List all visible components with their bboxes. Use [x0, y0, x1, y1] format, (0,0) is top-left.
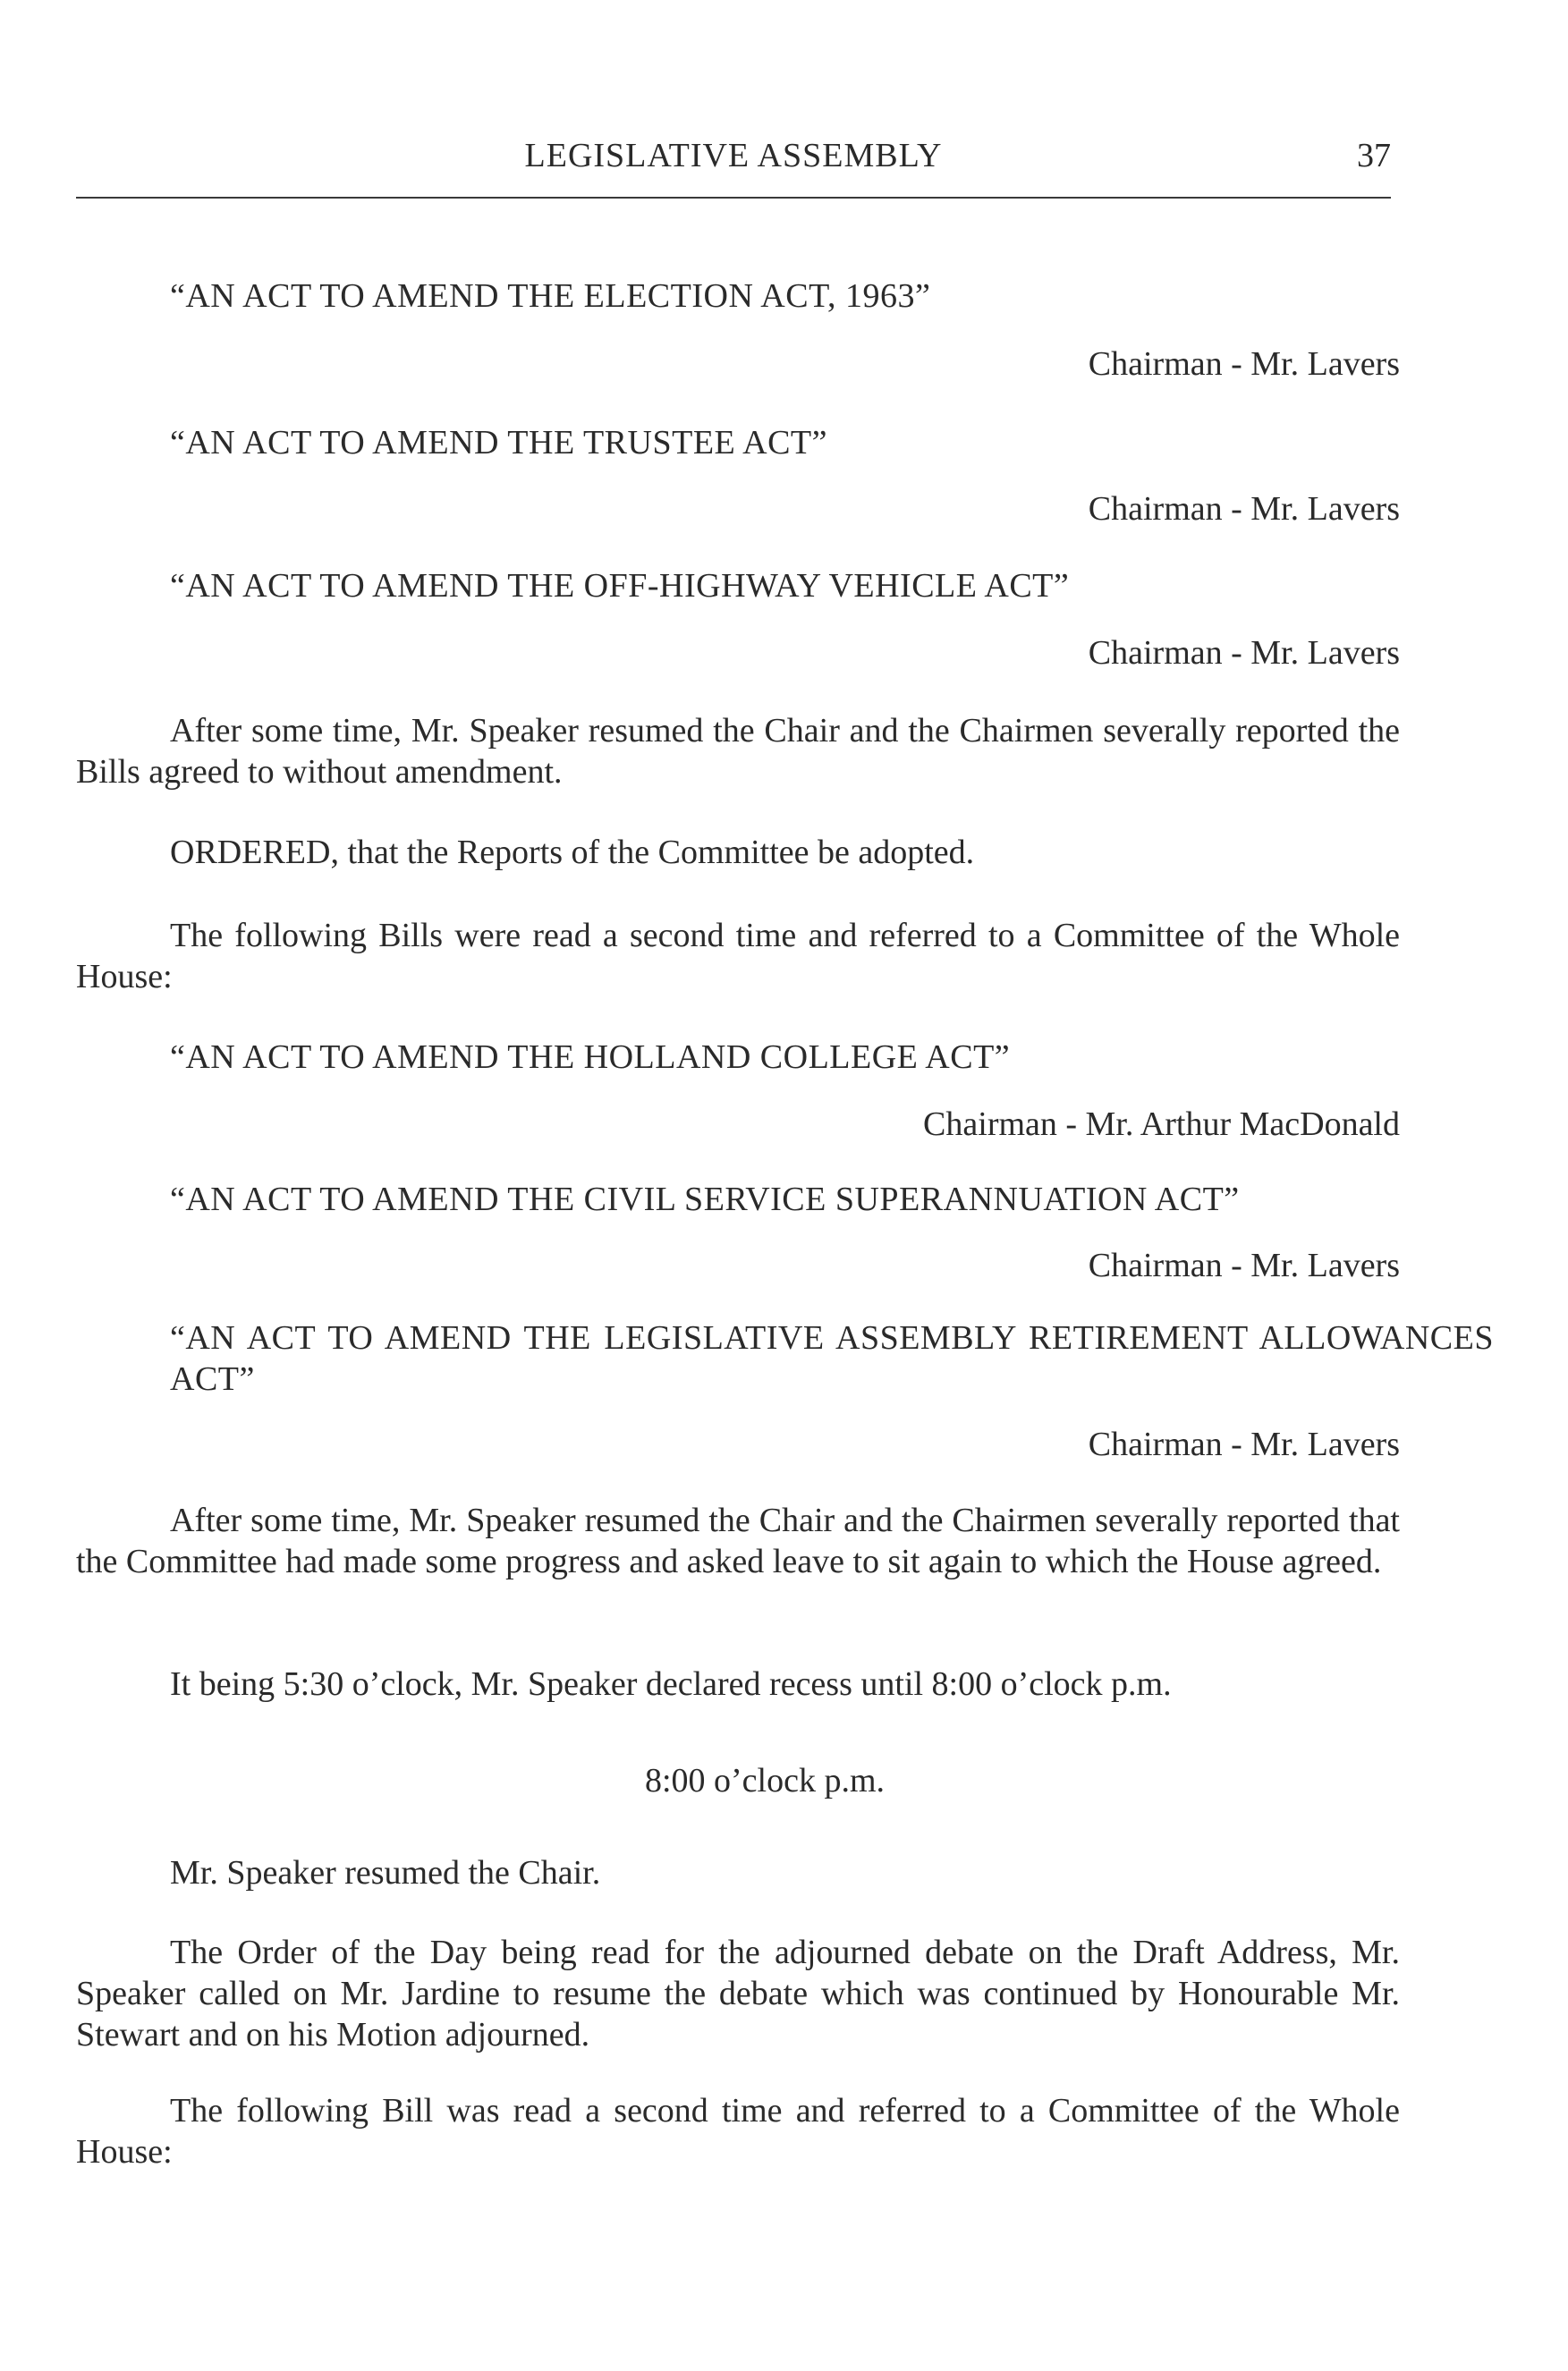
- header-divider: [76, 197, 1391, 199]
- bill-title-legislative-assembly-retirement-act: “AN ACT TO AMEND THE LEGISLATIVE ASSEMBLY RETIREMENT ALLOWANCES ACT”: [170, 1319, 1494, 1398]
- paragraph-report-without-amendment: After some time, Mr. Speaker resumed the Chair and the Chairmen severally reported the Bills agreed to without amendment.: [76, 712, 1400, 791]
- bill-chairman-holland-college-act: Chairman - Mr. Arthur MacDonald: [923, 1105, 1400, 1143]
- paragraph-report-progress: After some time, Mr. Speaker resumed the Chair and the Chairmen severally reported that the Committee had made some progress and asked leave to sit again to which the House agreed.: [76, 1502, 1400, 1580]
- running-header: [76, 136, 1391, 193]
- paragraph-order-of-the-day: The Order of the Day being read for the adjourned debate on the Draft Address, Mr. Speaker called on Mr. Jardine to resume the debate which was continued by Honourable Mr. Stewart and on his Motion adjourned.: [76, 1934, 1400, 2053]
- bill-title-election-act: “AN ACT TO AMEND THE ELECTION ACT, 1963”: [170, 277, 931, 315]
- paragraph-second-reading-bill: The following Bill was read a second time and referred to a Committee of the Whole House:: [76, 2092, 1400, 2171]
- header-title: LEGISLATIVE ASSEMBLY: [524, 137, 943, 174]
- bill-chairman-civil-service-superannuation-act: Chairman - Mr. Lavers: [1088, 1247, 1400, 1284]
- evening-session-time-heading: 8:00 o’clock p.m.: [644, 1762, 886, 1799]
- page-number: 37: [1357, 137, 1391, 174]
- paragraph-ordered: ORDERED, that the Reports of the Committee be adopted.: [170, 834, 975, 871]
- bill-title-trustee-act: “AN ACT TO AMEND THE TRUSTEE ACT”: [170, 424, 828, 461]
- paragraph-recess: It being 5:30 o’clock, Mr. Speaker declared recess until 8:00 o’clock p.m.: [170, 1665, 1172, 1703]
- bill-chairman-off-highway-vehicle-act: Chairman - Mr. Lavers: [1088, 634, 1400, 672]
- bill-title-holland-college-act: “AN ACT TO AMEND THE HOLLAND COLLEGE ACT”: [170, 1038, 1011, 1076]
- bill-title-off-highway-vehicle-act: “AN ACT TO AMEND THE OFF-HIGHWAY VEHICLE ACT”: [170, 567, 1070, 605]
- paragraph-speaker-resumed: Mr. Speaker resumed the Chair.: [170, 1854, 601, 1892]
- bill-title-civil-service-superannuation-act: “AN ACT TO AMEND THE CIVIL SERVICE SUPERANNUATION ACT”: [170, 1181, 1240, 1218]
- bill-chairman-trustee-act: Chairman - Mr. Lavers: [1088, 490, 1400, 528]
- paragraph-second-reading-bills: The following Bills were read a second time and referred to a Committee of the Whole House:: [76, 917, 1400, 995]
- bill-chairman-legislative-assembly-retirement-act: Chairman - Mr. Lavers: [1088, 1426, 1400, 1463]
- bill-chairman-election-act: Chairman - Mr. Lavers: [1088, 345, 1400, 383]
